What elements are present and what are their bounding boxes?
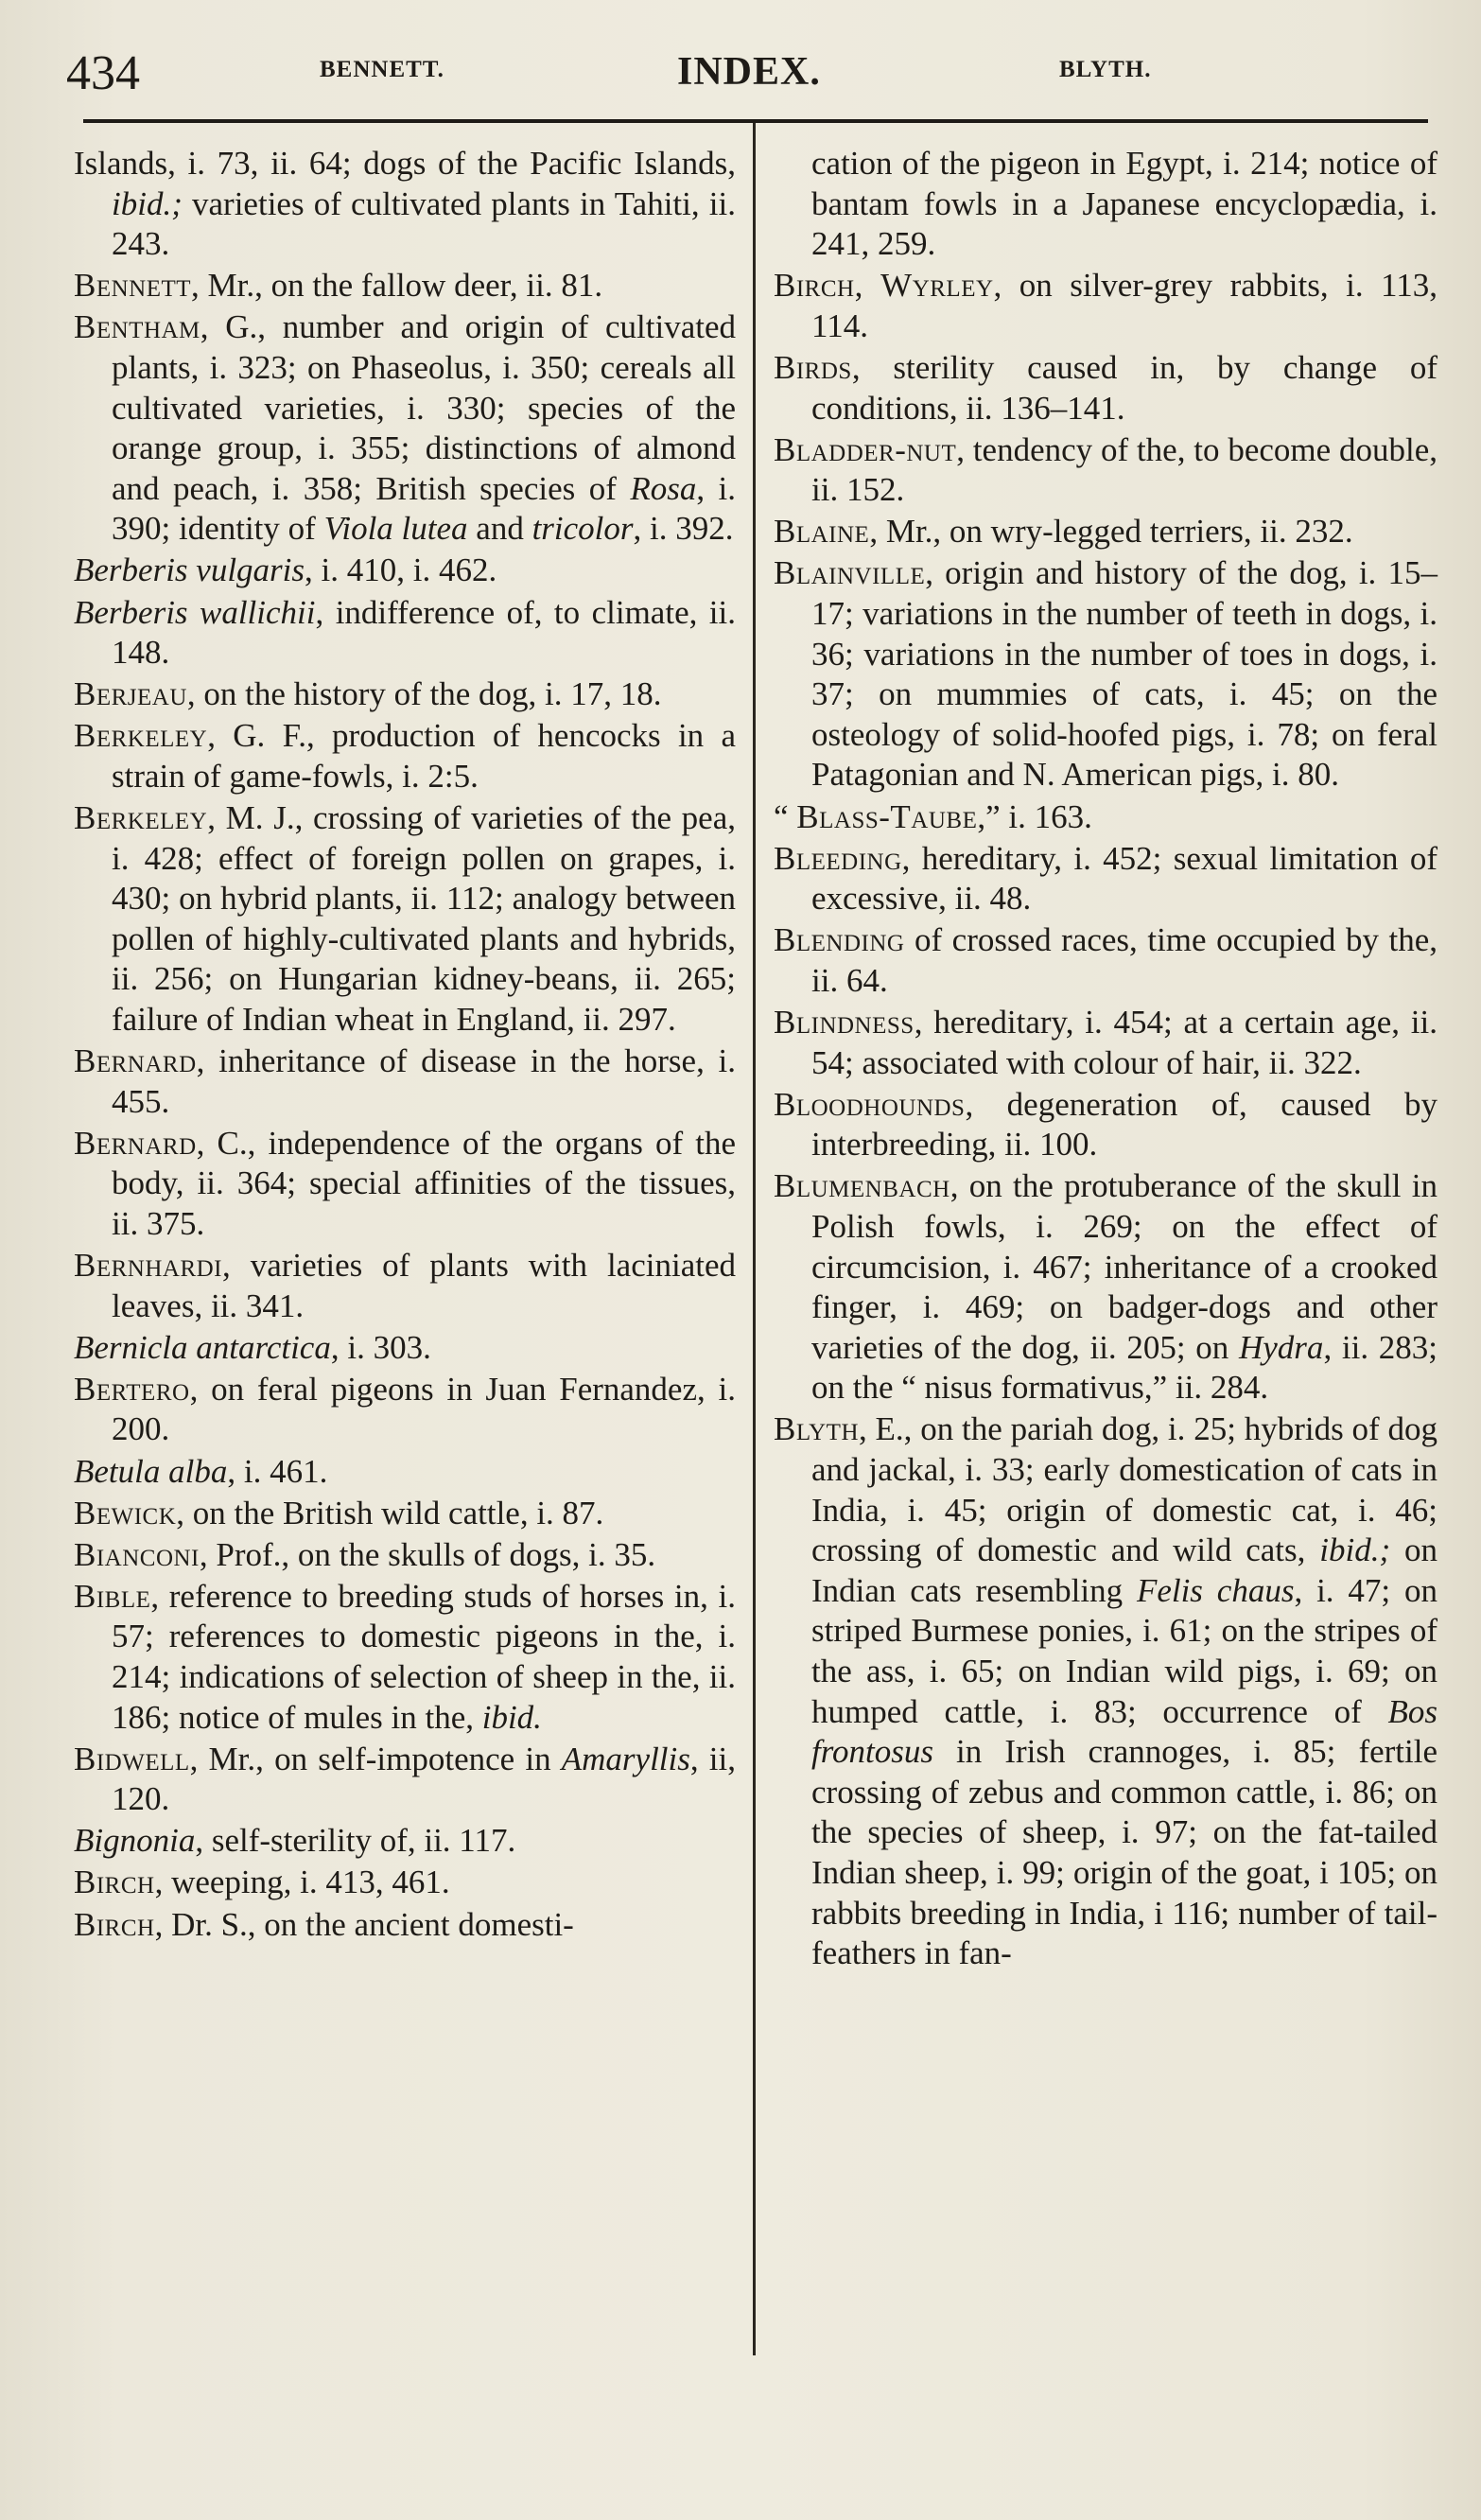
page-number: 434 <box>66 46 140 100</box>
header-rule <box>83 119 1428 123</box>
entry-text: , reference to breeding studs of horses in, i. 57; references to domestic pigeons in the, i. 214; indications of selection of sheep in the, ii. 186; notice of mules in the, <box>112 1577 736 1736</box>
entry-text: , hereditary, i. 454; at a certain age, ii. 54; associated with colour of hair, ii. 322. <box>811 1003 1437 1081</box>
entry-text: , G. F., production of hencocks in a strain of game-fowls, i. 2:5. <box>112 717 736 795</box>
index-entry <box>774 512 1437 552</box>
entry-heading: Birch <box>74 1905 155 1943</box>
entry-text: , on silver-grey rabbits, i. 113, 114. <box>811 267 1437 344</box>
page-header <box>66 44 1428 110</box>
entry-text: , E., on the pariah dog, i. 25; hybrids of dog and jackal, i. 33; early domestication of cats in India, i. 45; origin of domestic cat, i. 46; crossing of domestic and wild cats, <box>811 1410 1437 1569</box>
entry-text: , Mr., on wry-legged terriers, ii. 232. <box>869 513 1353 551</box>
index-entry <box>74 798 736 1041</box>
entry-heading: Birch, Wyrley <box>774 267 994 305</box>
entry-text: , Prof., on the skulls of dogs, i. 35. <box>199 1535 656 1573</box>
index-entry <box>74 1905 736 1946</box>
entry-text: , sterility caused in, by change of conditions, ii. 136–141. <box>811 348 1437 427</box>
italic-term: Berberis vulgaris <box>74 551 305 589</box>
entry-text: Islands, i. 73, ii. 64; dogs of the Pacific Islands, <box>74 145 736 182</box>
index-entry <box>774 430 1437 511</box>
entry-text: on Indian cats resembling <box>811 1531 1437 1609</box>
entry-text: , i. 410, i. 462. <box>305 551 497 589</box>
entry-heading: Berjeau <box>74 675 187 713</box>
index-entry <box>74 1821 736 1862</box>
entry-text: , on feral pigeons in Juan Fernandez, i. 200. <box>112 1370 736 1448</box>
italic-term: Bernicla antarctica <box>74 1328 331 1366</box>
entry-text: , origin and history of the dog, i. 15–17; variations in the number of teeth in dogs, i. 36; variations in the number of toes in dogs, i. 37; on mummies of cats, i. 45; on the osteology of solid-hoofed pigs, i. 78; on feral Patagonian and N. American pigs, i. 80. <box>811 554 1437 794</box>
italic-term: Hydra <box>1239 1328 1324 1366</box>
entry-text: “ <box>774 797 797 835</box>
entry-heading: Blyth <box>774 1410 859 1448</box>
entry-heading: Birds <box>774 348 852 386</box>
index-entry <box>74 1370 736 1450</box>
index-column-left <box>74 144 736 1947</box>
italic-term: Bignonia <box>74 1822 196 1860</box>
running-head-left: BENNETT. <box>320 57 444 82</box>
index-entry <box>774 1409 1437 1973</box>
entry-text: , self-sterility of, ii. 117. <box>195 1822 516 1860</box>
italic-term: Berberis wallichii <box>74 593 316 631</box>
entry-text: , i. 392. <box>633 510 734 548</box>
entry-heading: Bleeding <box>774 839 902 877</box>
entry-text: , Mr., on the fallow deer, ii. 81. <box>191 267 603 305</box>
entry-text: , M. J., crossing of varieties of the pea, i. 428; effect of foreign pollen on grapes, i. 430; on hybrid plants, ii. 112; analogy between pollen of highly-cultivated plants and hybrids, ii. 256; on Hungarian kidney-beans, ii. 265; failure of Indian wheat in England, ii. 297. <box>112 799 736 1038</box>
entry-heading: Berkeley <box>74 717 208 755</box>
italic-term: Rosa <box>630 469 697 507</box>
entry-text: , ii. 283; on the “ nisus formativus,” ii. 284. <box>811 1328 1437 1407</box>
index-entry <box>74 307 736 550</box>
entry-text: , tendency of the, to become double, ii. 152. <box>811 430 1437 509</box>
entry-heading: Bentham <box>74 308 200 346</box>
entry-heading: Bianconi <box>74 1535 200 1573</box>
entry-heading: Blainville <box>774 554 926 592</box>
italic-term: Betula alba <box>74 1452 228 1490</box>
index-entry <box>74 1246 736 1326</box>
entry-text: , on the British wild cattle, i. 87. <box>176 1494 604 1531</box>
entry-text: , ii, 120. <box>112 1740 736 1818</box>
entry-heading: Berkeley <box>74 799 208 836</box>
italic-term: Amaryllis <box>561 1740 690 1777</box>
index-entry <box>74 266 736 306</box>
entry-text: in Irish crannoges, i. 85; fertile crossing of zebus and common cattle, i. 86; on the species of sheep, i. 97; on the fat-tailed Indian sheep, i. 99; origin of the goat, i 105; on rabbits breeding in India, i 116; number of tail-feathers in fan- <box>811 1733 1437 1972</box>
index-entry <box>74 1452 736 1493</box>
entry-heading: Birch <box>74 1864 155 1901</box>
entry-text: cation of the pigeon in Egypt, i. 214; notice of bantam fowls in a Japanese encyclopædia, i. 241, 259. <box>811 145 1437 263</box>
italic-term: Bos frontosus <box>811 1692 1437 1771</box>
entry-heading: Bernard <box>74 1124 197 1162</box>
index-entry <box>774 920 1437 1001</box>
italic-term: Felis chaus <box>1136 1571 1295 1609</box>
index-entry <box>774 553 1437 796</box>
entry-heading: Bennett <box>74 267 192 305</box>
index-entry <box>74 551 736 591</box>
entry-text: of crossed races, time occupied by the, ii. 64. <box>811 921 1437 999</box>
index-entry <box>74 144 736 265</box>
entry-heading: Bloodhounds <box>774 1085 966 1123</box>
entry-heading: Bewick <box>74 1494 177 1531</box>
entry-heading: Bertero <box>74 1370 190 1408</box>
entry-text: , weeping, i. 413, 461. <box>154 1864 450 1901</box>
entry-heading: Blass-Taube <box>796 797 978 835</box>
index-entry <box>74 1124 736 1245</box>
index-entry <box>74 1577 736 1738</box>
entry-heading: Bernhardi <box>74 1247 223 1285</box>
index-entry <box>774 839 1437 919</box>
entry-text: , inheritance of disease in the horse, i. 455. <box>112 1042 736 1120</box>
italic-term: ibid.; <box>1319 1531 1391 1569</box>
entry-text: , i. 47; on striped Burmese ponies, i. 61; on the stripes of the ass, i. 65; on Indian wild pigs, i. 69; on humped cattle, i. 83; occurrence of <box>811 1571 1437 1730</box>
index-entry <box>74 1041 736 1122</box>
index-entry <box>74 1535 736 1576</box>
index-entry <box>774 797 1437 838</box>
entry-text: varieties of cultivated plants in Tahiti, ii. 243. <box>112 184 736 263</box>
italic-term: ibid. <box>481 1698 542 1736</box>
index-entry <box>774 1166 1437 1409</box>
entry-heading: Bladder-nut <box>774 430 957 468</box>
entry-text: , Dr. S., on the ancient domesti- <box>154 1905 574 1943</box>
entry-text: , varieties of plants with laciniated leaves, ii. 341. <box>112 1247 736 1324</box>
entry-text: , C., independence of the organs of the body, ii. 364; special affinities of the tissues, ii. 375. <box>112 1124 736 1242</box>
entry-text: , i. 461. <box>227 1452 328 1490</box>
index-column-right <box>774 144 1437 1975</box>
entry-text: , hereditary, i. 452; sexual limitation of excessive, ii. 48. <box>811 839 1437 918</box>
index-entry <box>74 1494 736 1534</box>
entry-heading: Blending <box>774 921 905 959</box>
italic-term: tricolor <box>531 510 634 548</box>
index-title: INDEX. <box>677 50 821 94</box>
italic-term: ibid.; <box>112 184 183 222</box>
entry-text: , Mr., on self-impotence in <box>189 1740 562 1777</box>
column-divider <box>753 123 756 2355</box>
index-entry <box>774 1003 1437 1083</box>
entry-text: , degeneration of, caused by interbreeding, ii. 100. <box>811 1085 1437 1164</box>
entry-text: , i. 303. <box>330 1328 431 1366</box>
index-entry <box>774 1085 1437 1165</box>
index-entry <box>74 674 736 715</box>
italic-term: Viola lutea <box>323 510 468 548</box>
entry-heading: Bernard <box>74 1042 197 1080</box>
index-entry <box>774 348 1437 429</box>
index-entry <box>74 1863 736 1903</box>
entry-text: , on the protuberance of the skull in Polish fowls, i. 269; on the effect of circumcision, i. 467; inheritance of a crooked finger, i. 469; on badger-dogs and other varieties of the dog, ii. 205; on <box>811 1167 1437 1366</box>
index-entry <box>74 593 736 674</box>
index-entry <box>774 266 1437 346</box>
index-entry <box>74 1740 736 1820</box>
index-entry <box>74 716 736 796</box>
entry-text: , on the history of the dog, i. 17, 18. <box>186 675 662 713</box>
index-entry <box>74 1328 736 1369</box>
index-entry <box>774 144 1437 265</box>
entry-text: , indifference of, to climate, ii. 148. <box>112 593 737 672</box>
entry-heading: Blindness <box>774 1003 915 1041</box>
entry-heading: Blumenbach <box>774 1167 950 1205</box>
entry-heading: Blaine <box>774 513 870 551</box>
running-head-right: BLYTH. <box>1059 57 1152 82</box>
entry-heading: Bible <box>74 1577 151 1615</box>
entry-text: ,” i. 163. <box>977 797 1092 835</box>
entry-text: , G., number and origin of cultivated plants, i. 323; on Phaseolus, i. 350; cereals all cultivated varieties, i. 330; species of the orange group, i. 355; distinctions of almond and peach, i. 358; British species of <box>112 308 736 507</box>
entry-text: and <box>467 510 532 548</box>
entry-text: , i. 390; identity of <box>112 469 736 548</box>
entry-heading: Bidwell <box>74 1740 190 1777</box>
